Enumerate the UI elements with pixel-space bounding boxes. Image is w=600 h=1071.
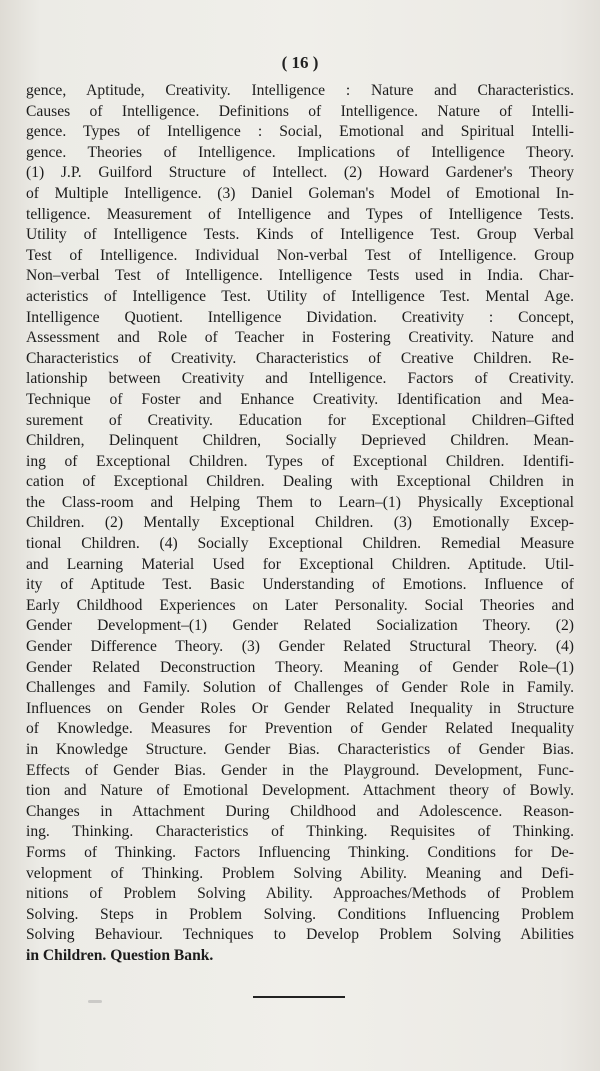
- text-line: Changes in Attachment During Childhood and Adolescence. Reason-: [26, 802, 574, 820]
- text-line: acteristics of Intelligence Test. Utility of Intelligence Test. Mental Age.: [26, 287, 574, 305]
- text-line: lationship between Creativity and Intelligence. Factors of Creativity.: [26, 370, 574, 388]
- text-line: nitions of Problem Solving Ability. Approaches/Methods of Problem: [26, 885, 574, 903]
- text-line: Solving. Steps in Problem Solving. Conditions Influencing Problem: [26, 905, 574, 923]
- text-line: and Learning Material Used for Exceptional Children. Aptitude. Util-: [26, 555, 574, 573]
- text-line: Children, Delinquent Children, Socially Deprieved Children. Mean-: [26, 432, 574, 450]
- ink-smudge: [88, 1000, 102, 1003]
- text-line: of Multiple Intelligence. (3) Daniel Goleman's Model of Emotional In-: [26, 184, 574, 202]
- text-line: telligence. Measurement of Intelligence and Types of Intelligence Tests.: [26, 205, 574, 223]
- text-line: Intelligence Quotient. Intelligence Dividation. Creativity : Concept,: [26, 308, 574, 326]
- syllabus-paragraph: [26, 81, 574, 967]
- text-line: Utility of Intelligence Tests. Kinds of Intelligence Test. Group Verbal: [26, 226, 574, 244]
- text-line: gence. Theories of Intelligence. Implications of Intelligence Theory.: [26, 143, 574, 161]
- end-rule: [253, 996, 345, 998]
- text-line: Causes of Intelligence. Definitions of Intelligence. Nature of Intelli-: [26, 102, 574, 120]
- text-line: in Children. Question Bank.: [26, 946, 214, 964]
- text-line: Assessment and Role of Teacher in Fostering Creativity. Nature and: [26, 329, 574, 347]
- text-line: of Knowledge. Measures for Prevention of Gender Related Inequality: [26, 720, 574, 738]
- text-line: Technique of Foster and Enhance Creativity. Identification and Mea-: [26, 390, 574, 408]
- text-line: gence. Types of Intelligence : Social, Emotional and Spiritual Intelli-: [26, 123, 574, 141]
- text-line: Solving Behaviour. Techniques to Develop Problem Solving Abilities: [26, 926, 574, 944]
- text-line: in Knowledge Structure. Gender Bias. Characteristics of Gender Bias.: [26, 741, 574, 758]
- text-line: ing. Thinking. Characteristics of Thinking. Requisites of Thinking.: [26, 823, 574, 841]
- page-number: ( 16 ): [281, 53, 319, 72]
- text-line: Early Childhood Experiences on Later Personality. Social Theories and: [26, 596, 574, 614]
- text-line: Children. (2) Mentally Exceptional Children. (3) Emotionally Excep-: [26, 514, 574, 532]
- text-line: Gender Difference Theory. (3) Gender Related Structural Theory. (4): [26, 638, 574, 656]
- text-line: Forms of Thinking. Factors Influencing Thinking. Conditions for De-: [26, 843, 574, 861]
- text-line: (1) J.P. Guilford Structure of Intellect. (2) Howard Gardener's Theory: [26, 164, 574, 182]
- text-line: velopment of Thinking. Problem Solving Ability. Meaning and Defi-: [26, 864, 574, 882]
- text-line: gence, Aptitude, Creativity. Intelligence : Nature and Characteristics.: [26, 82, 574, 99]
- text-line: cation of Exceptional Children. Dealing with Exceptional Children in: [26, 473, 574, 491]
- text-line: Influences on Gender Roles Or Gender Related Inequality in Structure: [26, 699, 574, 717]
- text-line: Effects of Gender Bias. Gender in the Playground. Development, Func-: [26, 761, 574, 779]
- text-line: Gender Related Deconstruction Theory. Meaning of Gender Role–(1): [26, 658, 574, 676]
- text-line: ing of Exceptional Children. Types of Exceptional Children. Identifi-: [26, 452, 574, 470]
- text-line: the Class-room and Helping Them to Learn–(1) Physically Exceptional: [26, 493, 574, 511]
- text-line: Characteristics of Creativity. Characteristics of Creative Children. Re-: [26, 349, 574, 367]
- text-line: Test of Intelligence. Individual Non-verbal Test of Intelligence. Group: [26, 246, 574, 264]
- text-line: tion and Nature of Emotional Development. Attachment theory of Bowly.: [26, 782, 574, 800]
- text-line: Challenges and Family. Solution of Challenges of Gender Role in Family.: [26, 679, 574, 697]
- text-line: ity of Aptitude Test. Basic Understanding of Emotions. Influence of: [26, 576, 574, 594]
- text-line: Non–verbal Test of Intelligence. Intelligence Tests used in India. Char-: [26, 267, 574, 285]
- text-line: tional Children. (4) Socially Exceptional Children. Remedial Measure: [26, 535, 574, 553]
- text-line: surement of Creativity. Education for Exceptional Children–Gifted: [26, 411, 574, 429]
- text-line: Gender Development–(1) Gender Related Socialization Theory. (2): [26, 617, 574, 635]
